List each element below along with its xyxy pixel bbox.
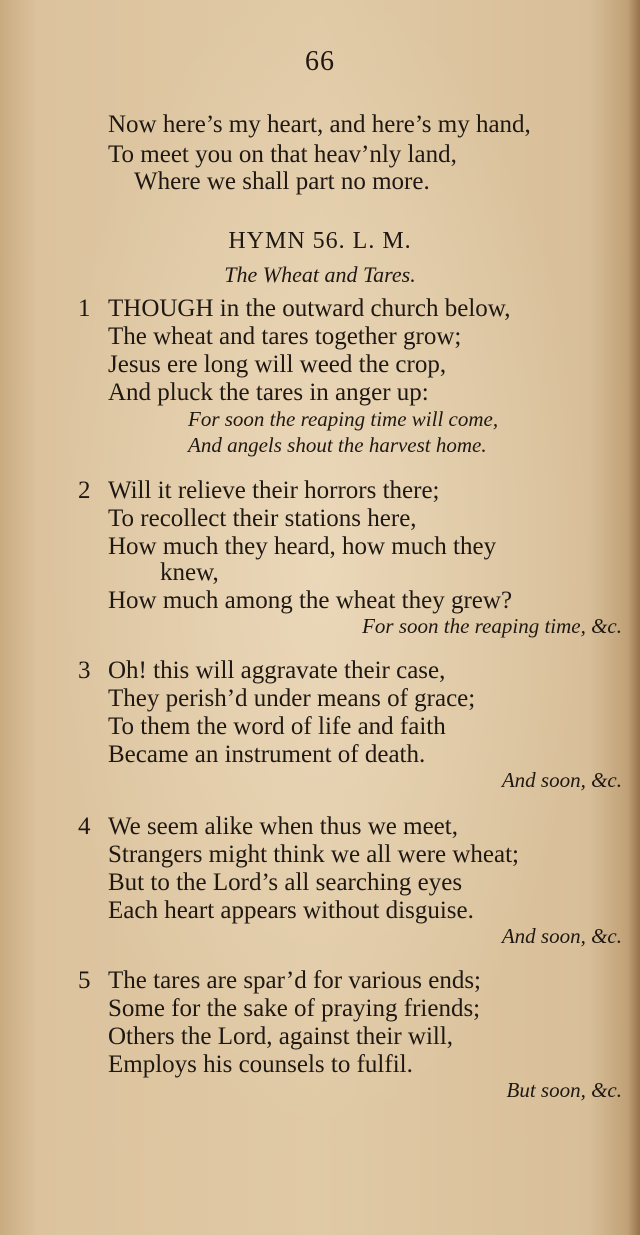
intro-line-3: Where we shall part no more. <box>134 168 430 195</box>
verse-3-line-2: They perish’d under means of grace; <box>108 685 476 712</box>
page-edge-shadow <box>628 0 640 1235</box>
verse-number-1: 1 <box>78 295 91 322</box>
verse-1-line-4: And pluck the tares in anger up: <box>108 379 429 406</box>
verse-4-line-4: Each heart appears without disguise. <box>108 897 474 924</box>
hymn-subtitle: The Wheat and Tares. <box>224 262 416 287</box>
verse-1-line-1: THOUGH in the outward church below, <box>108 295 511 322</box>
verse-1-chorus-2: And angels shout the harvest home. <box>188 433 487 457</box>
verse-number-4: 4 <box>78 813 91 840</box>
verse-2-line-1: Will it relieve their horrors there; <box>108 477 440 504</box>
verse-3-refrain: And soon, &c. <box>501 768 622 792</box>
verse-2-line-2: To recollect their stations here, <box>108 505 417 532</box>
verse-5-line-2: Some for the sake of praying friends; <box>108 995 481 1022</box>
intro-line-2: To meet you on that heav’nly land, <box>108 141 457 168</box>
verse-2-refrain: For soon the reaping time, &c. <box>362 614 622 638</box>
verse-3-line-3: To them the word of life and faith <box>108 713 446 740</box>
intro-line-1: Now here’s my heart, and here’s my hand, <box>108 111 531 138</box>
verse-5-line-3: Others the Lord, against their will, <box>108 1023 454 1050</box>
verse-2-line-5: How much among the wheat they grew? <box>108 587 513 614</box>
verse-1-line-2: The wheat and tares together grow; <box>108 323 462 350</box>
verse-5-line-1: The tares are spar’d for various ends; <box>108 967 481 994</box>
verse-4-line-3: But to the Lord’s all searching eyes <box>108 869 463 896</box>
verse-1-line-3: Jesus ere long will weed the crop, <box>108 351 447 378</box>
verse-3-line-1: Oh! this will aggravate their case, <box>108 657 446 684</box>
verse-number-2: 2 <box>78 477 91 504</box>
verse-4-line-2: Strangers might think we all were wheat; <box>108 841 519 868</box>
verse-4-line-1: We seem alike when thus we meet, <box>108 813 458 840</box>
verse-5-refrain: But soon, &c. <box>506 1078 622 1102</box>
verse-2-line-4: knew, <box>160 559 219 586</box>
verse-3-line-4: Became an instrument of death. <box>108 741 426 768</box>
hymn-heading: HYMN 56. L. M. <box>228 228 412 254</box>
verse-2-line-3: How much they heard, how much they <box>108 533 497 560</box>
page-number: 66 <box>305 46 335 77</box>
verse-number-3: 3 <box>78 657 91 684</box>
verse-number-5: 5 <box>78 967 91 994</box>
verse-1-chorus-1: For soon the reaping time will come, <box>188 407 499 431</box>
verse-4-refrain: And soon, &c. <box>501 924 622 948</box>
verse-5-line-4: Employs his counsels to fulfil. <box>108 1051 413 1078</box>
